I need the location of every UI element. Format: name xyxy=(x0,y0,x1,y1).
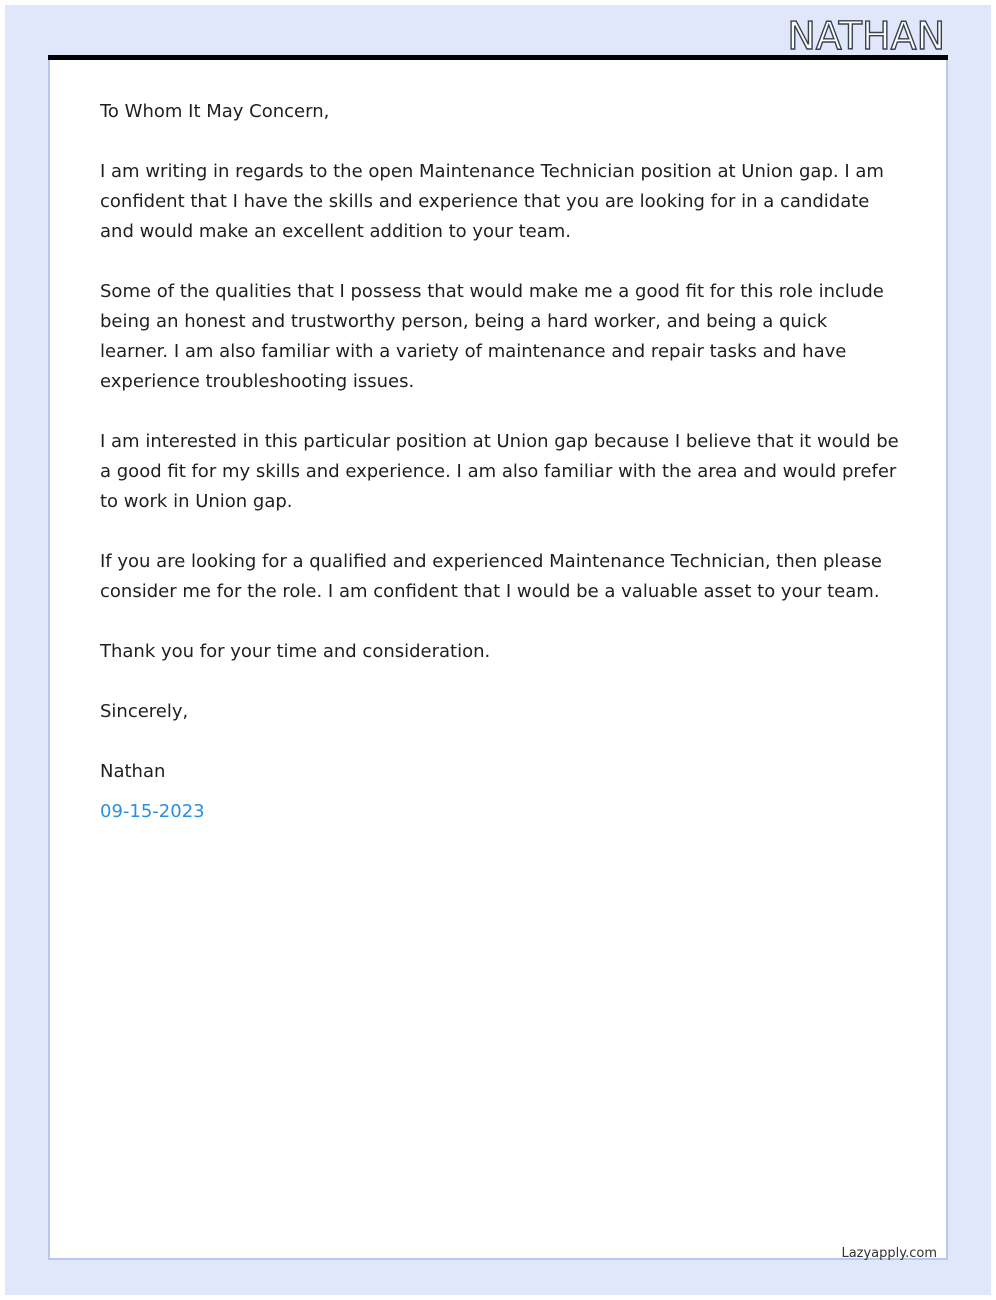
paragraph-5: Thank you for your time and consideration. xyxy=(100,641,491,662)
closing: Sincerely, xyxy=(100,701,189,722)
greeting: To Whom It May Concern, xyxy=(100,101,330,122)
paragraph-2: Some of the qualities that I possess that would make me a good fit for this role include being an honest and trustworthy person, being a hard worker, and being a quick learner. I am also familiar with a variety of maintenance and repair tasks and have experience troubleshooting issues. xyxy=(100,281,884,392)
paragraph-4: If you are looking for a qualified and experienced Maintenance Technician, then please consider me for the role. I am confident that I would be a valuable asset to your team. xyxy=(100,551,882,602)
letter-body xyxy=(100,97,900,857)
header-name: NATHAN xyxy=(787,14,945,58)
footer-credit: Lazyapply.com xyxy=(841,1246,937,1261)
letter-date: 09-15-2023 xyxy=(100,801,205,822)
paragraph-3: I am interested in this particular position at Union gap because I believe that it would be a good fit for my skills and experience. I am also familiar with the area and would prefer to work in Union gap. xyxy=(100,431,899,512)
signature-name: Nathan xyxy=(100,761,166,782)
paragraph-1: I am writing in regards to the open Maintenance Technician position at Union gap. I am confident that I have the skills and experience that you are looking for in a candidate and would make an excellent addition to your team. xyxy=(100,161,884,242)
